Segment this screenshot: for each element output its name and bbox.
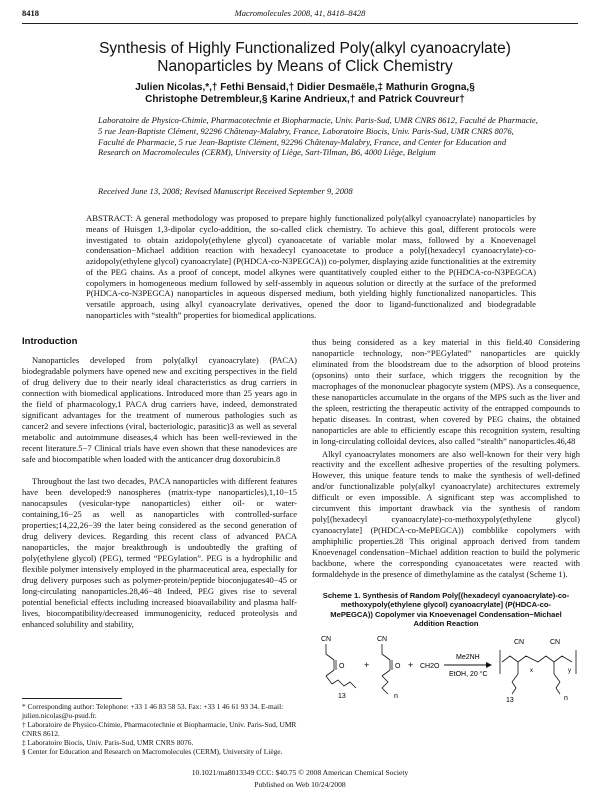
alkyl-subscript: 13: [506, 697, 514, 704]
scheme-1-reaction-diagram: [316, 632, 584, 704]
paragraph-text: Nanoparticles developed from poly(alkyl cyanoacrylate) (PACA) biodegradable polymers have opened new and exciting perspectives in the field of drug delivery due to their nearly ideal characteristics as drug carriers in connection with biomedical applications. Introduced more than 25 years ago in the field of pharmacology,1 PACA drug carriers have, indeed, demonstrated significant advantages for the treatment of numerous pathologies such as cancer2 and severe infections (viral, bacteriologic, parasitic)3 as well as several metabolic and autoimmune diseases,4 which has been well-reviewed in the recent literature.5−7 Clinical trials have even shown that these nanodevices are safe and biocompatible when loaded with the anticancer drug doxorubicin.8: [22, 354, 297, 464]
paragraph-text: thus being considered as a key material in this field.40 Considering nanoparticle technology, non-“PEGylated” nanoparticles are quickly eliminated from the bloodstream due to the adsorption of blood proteins (opsonins) onto their surface, which triggers the recognition by the macrophages of the mononuclear phagocyte system (MPS). As a consequence, these nanoparticles accumulate in the organs of the MPS such as the liver and the spleen, restricting the therapeutic activity of the entrapped compounds to hepatic diseases. In contrast, when covered by PEG chains, the obtained nanoparticles are able to efficiently escape this recognition system, resulting in long-circulating colloidal devices, also called “stealth” nanoparticles.46,48: [312, 337, 580, 446]
cyano-label: CN: [321, 636, 332, 643]
subscript-y: y: [568, 668, 571, 674]
formaldehyde-label: CH2O: [420, 663, 440, 670]
intro-paragraph-4: [312, 449, 580, 580]
scheme-caption: Scheme 1. Synthesis of Random Poly[(hexadecyl cyanoacrylate)-co-methoxypoly(ethylene glycol) cyanoacrylate] (P(HDCA-co-MePEGCA)) Copolymer via Knoevenagel Condensation−Michael Addition Reaction: [322, 591, 570, 629]
conditions-label: EtOH, 20 °C: [449, 671, 488, 678]
affiliations: Laboratoire de Physico-Chimie, Pharmacotechnie et Biopharmacie, Univ. Paris-Sud, UMR CNRS 8612, Faculté de Pharmacie, 5 rue Jean-Baptiste Clément, 92296 Châtenay-Malabry, France, Laboratoire Biocis, Univ. Paris-Sud, UMR CNRS 8076, Faculté de Pharmacie, 5 rue Jean-Baptiste Clément, 92296 Châtenay-Malabry, France, and Center for Education and Research on Macromolecules (CERM), University of Liège, Sart-Tilman, B6, 4000 Liège, Belgium: [98, 115, 538, 158]
plus-sign: +: [364, 660, 370, 670]
peg-subscript-n: n: [394, 693, 398, 700]
footnote-corresponding: * Corresponding author: Telephone: +33 1 46 83 58 53. Fax: +33 1 46 61 93 34. E-mail: julien.nicolas@u-psud.fr.: [22, 702, 284, 720]
cyano-label: CN: [514, 639, 525, 646]
oxygen-label: O: [395, 663, 401, 670]
plus-sign: +: [408, 660, 414, 670]
header-rule: [22, 23, 578, 24]
page-number: 8418: [22, 8, 39, 18]
journal-citation: Macromolecules 2008, 41, 8418–8428: [234, 8, 366, 18]
copolymer-structure: [500, 650, 576, 694]
abstract: ABSTRACT: A general methodology was proposed to prepare highly functionalized poly(alkyl cyanoacrylate) nanoparticles by means of Huisgen 1,3-dipolar cyclo-addition, the so-called click chemistry. To achieve this goal, different protocols were investigated to obtain azidopoly(ethylene glycol) cyanoacetate of variable molar mass, followed by a Knoevenagel condensation−Michael addition reaction with hexadecyl cyanoacetate to produce a poly[(hexadecyl cyanoacrylate)-co-azidopoly(ethylene glycol) cyanoacrylate] (P(HDCA-co-N3PEGCA)) co-polymer, displaying azide functionalities at the extremity of the PEG chains. As a proof of concept, model alkynes were quantitatively coupled either to the P(HDCA-co-N3PEGCA) copolymers in homogeneous medium followed by self-assembly in aqueous solution or directly at the surface of the preformed P(HDCA-co-N3PEGCA) nanoparticles in aqueous dispersed medium, both yielding highly functionalized nanoparticles. This versatile approach, using alkyl cyanoacrylate derivatives, opened the door to ligand-functionalized and biodegradable nanoparticles with “stealth” properties for biomedical applications.: [86, 213, 536, 320]
alkyl-subscript: 13: [338, 693, 346, 700]
cyano-label: CN: [377, 636, 388, 643]
reaction-arrow: [444, 662, 492, 668]
footnote-affiliation-1: † Laboratoire de Physico-Chimie, Pharmacotechnie et Biopharmacie, Univ. Paris-Sud, UMR CNRS 8612.: [22, 720, 297, 738]
footnote-affiliation-2: ‡ Laboratoire Biocis, Univ. Paris-Sud, UMR CNRS 8076.: [22, 738, 194, 747]
paragraph-text: Throughout the last two decades, PACA nanoparticles with different features have been developed:9 nanospheres (matrix-type nanoparticles),1,10−15 nanocapsules (vesicular-type nanoparticles) either oil- or water-containing,16−25 as well as nanoparticles with controlled-surface properties;14,22,26−39 the later being considered as the second generation of drug delivery devices. Regarding this recent class of advanced PACA nanoparticles, the major breakthrough is undoubtedly the grafting of poly(ethylene glycol) (PEG), termed “PEGylation”. PEG is a hydrophilic and flexible polymer intensively employed in the pharmaceutical area, especially for drug delivery purposes such as polymer-protein/peptide bioconjugates40−45 or long-circulating nanoparticles.28,46−48 Indeed, PEG gives rise to several potential beneficial effects including increased bioavailability and plasma half-lives, biocompatibility/decreased immunogenicity, reduced proteolysis and enhanced solubility and stability,: [22, 476, 297, 629]
paragraph-text: Alkyl cyanoacrylates monomers are also well-known for their very high reactivity and the excellent adhesive properties of the resulting polymers. However, this unique feature tends to make the synthesis of well-defined and/or functionalizable poly(alkyl cyanoacrylate) architectures extremely difficult or even impossible. A significant step was accomplished to circumvent this important drawback via the synthesis of random poly[(hexadecyl cyanoacrylate)-co-methoxypoly(ethylene glycol) cyanoacrylate] (P(HDCA-co-MePEGCA)) combblike copolymers with amphiphilic properties.28 This original approach derived from tandem Knoevenagel condensation−Michael addition reaction to build the polymeric backbone, where the corresponding cyanoacetates were reacted with formaldehyde in the presence of dimethylamine as the catalyst (Scheme 1).: [312, 448, 580, 580]
catalyst-label: Me2NH: [456, 654, 480, 661]
author-line-2: Christophe Detrembleur,§ Karine Andrieux,† and Patrick Couvreur†: [145, 94, 465, 105]
published-date: Published on Web 10/24/2008: [254, 780, 346, 789]
oxygen-label: O: [339, 663, 345, 670]
cyano-label: CN: [550, 639, 561, 646]
author-line-1: Julien Nicolas,*,† Fethi Bensaid,† Didier Desmaële,‡ Mathurin Grogna,§: [135, 82, 475, 93]
right-column: [312, 337, 580, 580]
received-dates: Received June 13, 2008; Revised Manuscript Received September 9, 2008: [98, 186, 353, 196]
peg-subscript-n: n: [564, 695, 568, 702]
intro-paragraph-2: [22, 476, 297, 629]
section-heading-introduction: Introduction: [22, 336, 78, 347]
mepeg-cyanoacetate-structure: [382, 644, 392, 694]
doi-line: 10.1021/ma8013349 CCC: $40.75 © 2008 American Chemical Society: [191, 768, 409, 777]
author-list: [60, 82, 550, 106]
running-header: [22, 8, 578, 22]
footnotes: [22, 702, 297, 756]
footnote-rule: [22, 698, 122, 699]
left-column: [22, 337, 297, 630]
subscript-x: x: [530, 668, 533, 674]
footnote-affiliation-3: § Center for Education and Research on Macromolecules (CERM), University of Liège.: [22, 747, 283, 756]
intro-paragraph-3: [312, 337, 580, 447]
intro-paragraph-1: [22, 355, 297, 465]
article-title: Synthesis of Highly Functionalized Poly(alkyl cyanoacrylate) Nanoparticles by Means of Click Chemistry: [99, 40, 511, 75]
